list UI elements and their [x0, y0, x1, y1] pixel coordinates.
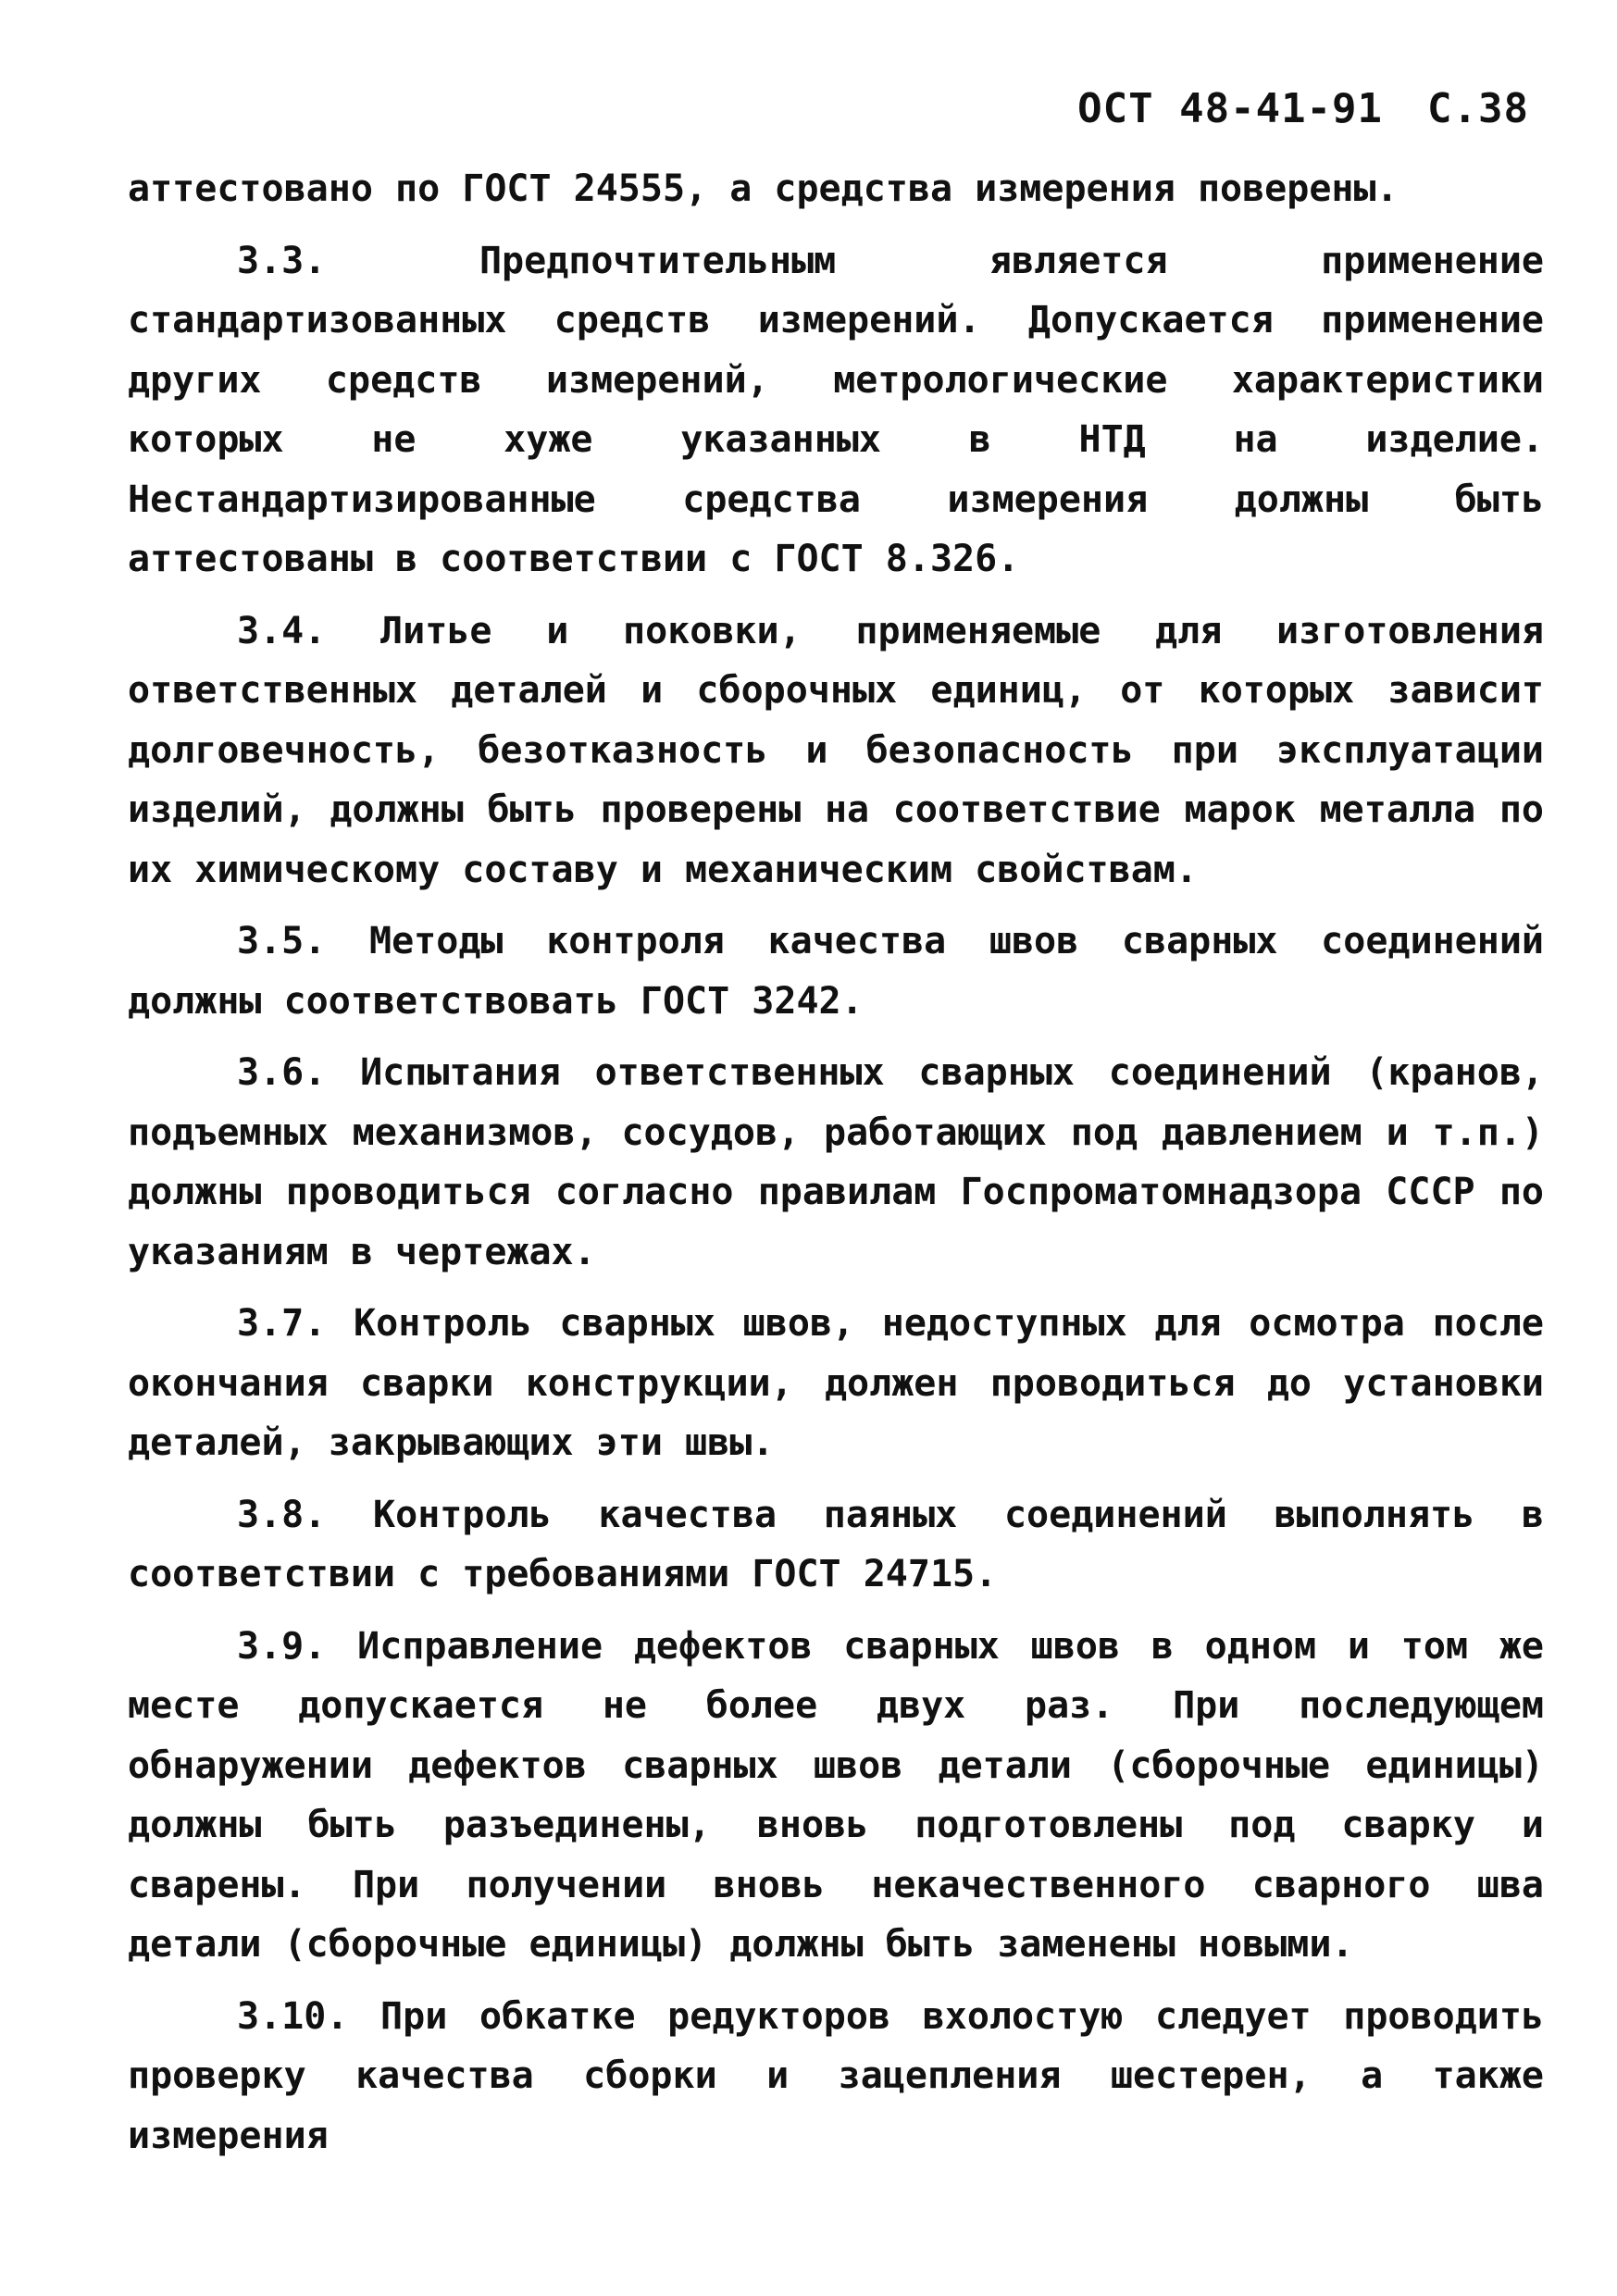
document-body	[128, 159, 1544, 2178]
page-number: С.38	[1427, 85, 1529, 132]
page-header	[1077, 85, 1529, 132]
document-code: ОСТ 48-41-91	[1077, 85, 1384, 132]
paragraph-3-5: 3.5. Методы контроля качества швов сварных соединений должны соответствовать ГОСТ 3242.	[128, 920, 1544, 1023]
paragraph-3-3: 3.3. Предпочтительным является применение стандартизованных средств измерений. Допускается применение других средств измерений, метрологические характеристики которых не хуже указанных в НТД на изделие. Нестандартизированные средства измерения должны быть аттестованы в соответствии с ГОСТ 8.326.	[128, 239, 1544, 580]
paragraph-3-8: 3.8. Контроль качества паяных соединений выполнять в соответствии с требованиями ГОСТ 24715.	[128, 1493, 1544, 1595]
paragraph-3-6: 3.6. Испытания ответственных сварных соединений (кранов, подъемных механизмов, сосудов, работающих под давлением и т.п.) должны проводиться согласно правилам Госпроматомнадзора СССР по указаниям в чертежах.	[128, 1051, 1544, 1273]
paragraph-3-4: 3.4. Литье и поковки, применяемые для изготовления ответственных деталей и сборочных единиц, от которых зависит долговечность, безотказность и безопасность при эксплуатации изделий, должны быть проверены на соответствие марок металла по их химическому составу и механическим свойствам.	[128, 609, 1544, 891]
paragraph-3-10: 3.10. При обкатке редукторов вхолостую следует проводить проверку качества сборки и зацепления шестерен, а также измерения	[128, 1994, 1544, 2157]
paragraph-3-9: 3.9. Исправление дефектов сварных швов в одном и том же месте допускается не более двух раз. При последующем обнаружении дефектов сварных швов детали (сборочные единицы) должны быть разъединены, вновь подготовлены под сварку и сварены. При получении вновь некачественного сварного шва детали (сборочные единицы) должны быть заменены новыми.	[128, 1624, 1544, 1966]
paragraph-3-7: 3.7. Контроль сварных швов, недоступных для осмотра после окончания сварки конструкции, должен проводиться до установки деталей, закрывающих эти швы.	[128, 1302, 1544, 1464]
paragraph-continuation: аттестовано по ГОСТ 24555, а средства измерения поверены.	[128, 168, 1399, 210]
